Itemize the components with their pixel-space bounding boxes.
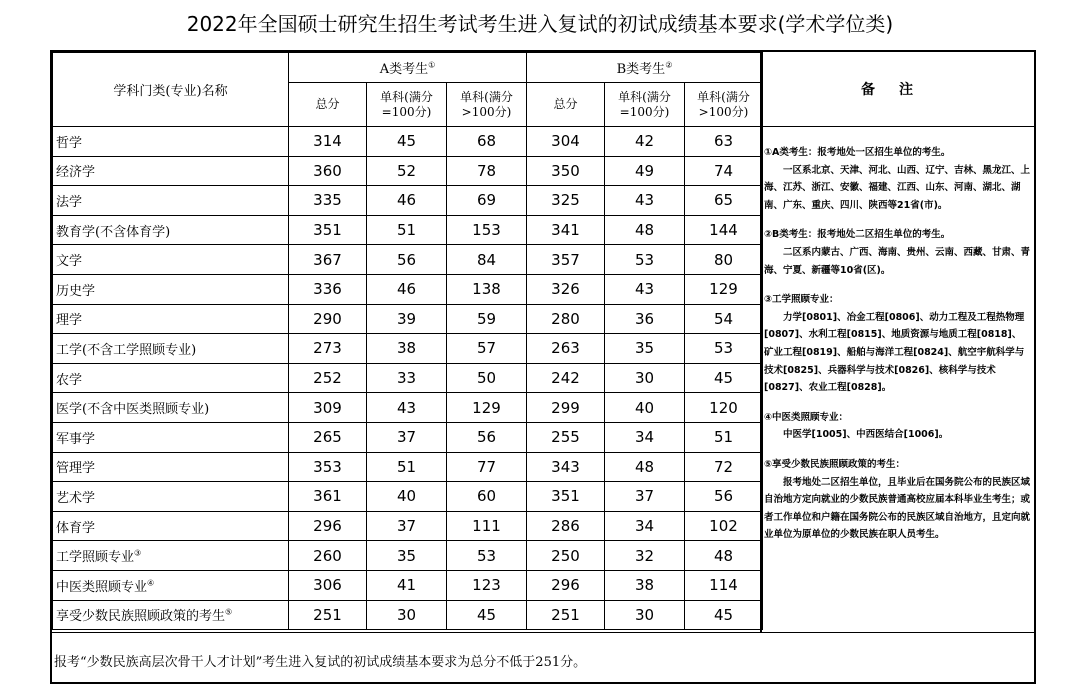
score-cell-b: 32 xyxy=(605,541,685,571)
table-row xyxy=(53,304,763,334)
score-cell-b: 48 xyxy=(685,541,763,571)
remark-item xyxy=(764,144,1030,214)
table-row xyxy=(53,511,763,541)
score-cell-b: 341 xyxy=(527,215,605,245)
score-cell-a: 41 xyxy=(367,570,447,600)
score-cell-b: 35 xyxy=(605,334,685,364)
score-table-frame xyxy=(50,50,1036,684)
score-cell-a: 45 xyxy=(367,127,447,157)
score-cell-a: 351 xyxy=(289,215,367,245)
remark-item xyxy=(764,456,1030,544)
table-row xyxy=(53,452,763,482)
group-b-header: B类考生② xyxy=(527,53,763,83)
remarks-body xyxy=(764,144,1030,556)
score-cell-b: 56 xyxy=(685,482,763,512)
score-cell-a: 37 xyxy=(367,511,447,541)
subject-cell: 工学照顾专业③ xyxy=(53,541,289,571)
remark-text: 报考地处二区招生单位，且毕业后在国务院公布的民族区域自治地方定向就业的少数民族普通高校应届本科毕业生考生；或者工作单位和户籍在国务院公布的民族区域自治地方，且定向就业单位为原单位的少数民族在职人员考生。 xyxy=(764,476,1031,541)
score-cell-b: 326 xyxy=(527,274,605,304)
score-cell-b: 144 xyxy=(685,215,763,245)
score-cell-a: 78 xyxy=(447,156,527,186)
score-cell-b: 351 xyxy=(527,482,605,512)
score-cell-a: 46 xyxy=(367,186,447,216)
remark-item xyxy=(764,226,1030,279)
score-cell-a: 123 xyxy=(447,570,527,600)
score-cell-a: 153 xyxy=(447,215,527,245)
subject-cell: 军事学 xyxy=(53,422,289,452)
remark-text: 一区系北京、天津、河北、山西、辽宁、吉林、黑龙江、上海、江苏、浙江、安徽、福建、江西、山东、河南、湖北、湖南、广东、重庆、四川、陕西等21省(市)。 xyxy=(764,164,1031,211)
remark-title: ④中医类照顾专业： xyxy=(764,411,849,423)
score-cell-a: 56 xyxy=(447,422,527,452)
score-cell-b: 80 xyxy=(685,245,763,275)
score-cell-a: 38 xyxy=(367,334,447,364)
subject-cell: 体育学 xyxy=(53,511,289,541)
score-cell-a: 45 xyxy=(447,600,527,630)
table-row xyxy=(53,245,763,275)
score-cell-b: 65 xyxy=(685,186,763,216)
table-row xyxy=(53,422,763,452)
score-cell-b: 343 xyxy=(527,452,605,482)
score-cell-b: 53 xyxy=(685,334,763,364)
table-row xyxy=(53,156,763,186)
table-row xyxy=(53,127,763,157)
score-cell-b: 43 xyxy=(605,274,685,304)
score-cell-b: 242 xyxy=(527,363,605,393)
score-cell-a: 77 xyxy=(447,452,527,482)
score-cell-a: 43 xyxy=(367,393,447,423)
score-cell-a: 361 xyxy=(289,482,367,512)
subject-cell: 医学(不含中医类照顾专业) xyxy=(53,393,289,423)
subject-cell: 农学 xyxy=(53,363,289,393)
score-cell-a: 306 xyxy=(289,570,367,600)
b-total-header: 总分 xyxy=(527,83,605,127)
remark-title: ⑤享受少数民族照顾政策的考生： xyxy=(764,458,906,470)
table-row xyxy=(53,186,763,216)
remarks-panel xyxy=(762,52,1036,632)
subject-cell: 理学 xyxy=(53,304,289,334)
a-single-100-header: 单科(满分=100分) xyxy=(367,83,447,127)
remark-title: ①A类考生：报考地处一区招生单位的考生。 xyxy=(764,147,951,158)
score-cell-b: 263 xyxy=(527,334,605,364)
score-cell-a: 30 xyxy=(367,600,447,630)
score-table xyxy=(52,52,763,630)
table-row xyxy=(53,570,763,600)
score-cell-a: 367 xyxy=(289,245,367,275)
score-cell-b: 30 xyxy=(605,363,685,393)
score-cell-a: 56 xyxy=(367,245,447,275)
remark-item xyxy=(764,409,1030,444)
score-cell-b: 114 xyxy=(685,570,763,600)
score-cell-a: 336 xyxy=(289,274,367,304)
score-cell-a: 129 xyxy=(447,393,527,423)
subject-cell: 享受少数民族照顾政策的考生⑤ xyxy=(53,600,289,630)
score-cell-a: 68 xyxy=(447,127,527,157)
table-row xyxy=(53,363,763,393)
score-cell-b: 280 xyxy=(527,304,605,334)
score-cell-a: 57 xyxy=(447,334,527,364)
remarks-header: 备注 xyxy=(762,52,1036,127)
score-cell-a: 273 xyxy=(289,334,367,364)
score-cell-a: 53 xyxy=(447,541,527,571)
score-cell-a: 33 xyxy=(367,363,447,393)
remark-text: 二区系内蒙古、广西、海南、贵州、云南、西藏、甘肃、青海、宁夏、新疆等10省(区)。 xyxy=(764,246,1031,276)
score-cell-a: 52 xyxy=(367,156,447,186)
score-cell-b: 34 xyxy=(605,422,685,452)
remark-title: ②B类考生：报考地处二区招生单位的考生。 xyxy=(764,229,951,241)
score-cell-a: 60 xyxy=(447,482,527,512)
score-cell-b: 53 xyxy=(605,245,685,275)
score-cell-a: 84 xyxy=(447,245,527,275)
score-cell-a: 37 xyxy=(367,422,447,452)
score-cell-a: 260 xyxy=(289,541,367,571)
score-cell-b: 304 xyxy=(527,127,605,157)
score-cell-a: 111 xyxy=(447,511,527,541)
remark-title: ③工学照顾专业： xyxy=(764,294,839,306)
score-cell-a: 252 xyxy=(289,363,367,393)
subject-cell: 哲学 xyxy=(53,127,289,157)
score-cell-b: 48 xyxy=(605,215,685,245)
score-cell-a: 40 xyxy=(367,482,447,512)
score-cell-b: 30 xyxy=(605,600,685,630)
table-row xyxy=(53,334,763,364)
score-cell-b: 63 xyxy=(685,127,763,157)
score-cell-a: 51 xyxy=(367,215,447,245)
score-cell-b: 45 xyxy=(685,363,763,393)
score-cell-a: 296 xyxy=(289,511,367,541)
score-cell-b: 357 xyxy=(527,245,605,275)
subject-cell: 教育学(不含体育学) xyxy=(53,215,289,245)
page-title: 2022年全国硕士研究生招生考试考生进入复试的初试成绩基本要求(学术学位类) xyxy=(186,12,894,36)
remark-text: 力学[0801]、冶金工程[0806]、动力工程及工程热物理[0807]、水利工程[0815]、地质资源与地质工程[0818]、矿业工程[0819]、船舶与海洋工程[0824]、航空宇航科学与技术[0825]、兵器科学与技术[0826]、核科学与技术[0827]、农业工程[0828]。 xyxy=(764,311,1025,394)
score-cell-a: 290 xyxy=(289,304,367,334)
subject-cell: 法学 xyxy=(53,186,289,216)
score-cell-a: 51 xyxy=(367,452,447,482)
subject-cell: 历史学 xyxy=(53,274,289,304)
subject-cell: 管理学 xyxy=(53,452,289,482)
score-cell-b: 325 xyxy=(527,186,605,216)
table-row xyxy=(53,600,763,630)
b-single-100-header: 单科(满分=100分) xyxy=(605,83,685,127)
score-cell-b: 129 xyxy=(685,274,763,304)
score-cell-b: 350 xyxy=(527,156,605,186)
score-cell-b: 45 xyxy=(685,600,763,630)
score-cell-b: 102 xyxy=(685,511,763,541)
score-cell-b: 54 xyxy=(685,304,763,334)
score-rows xyxy=(53,127,763,630)
score-cell-a: 50 xyxy=(447,363,527,393)
b-single-gt100-header: 单科(满分>100分) xyxy=(685,83,763,127)
score-cell-b: 36 xyxy=(605,304,685,334)
subject-cell: 经济学 xyxy=(53,156,289,186)
subject-cell: 中医类照顾专业④ xyxy=(53,570,289,600)
score-cell-b: 34 xyxy=(605,511,685,541)
score-cell-a: 335 xyxy=(289,186,367,216)
score-cell-a: 35 xyxy=(367,541,447,571)
score-cell-b: 251 xyxy=(527,600,605,630)
score-cell-b: 286 xyxy=(527,511,605,541)
score-cell-a: 46 xyxy=(367,274,447,304)
score-cell-b: 72 xyxy=(685,452,763,482)
subject-cell: 文学 xyxy=(53,245,289,275)
score-cell-b: 255 xyxy=(527,422,605,452)
score-cell-b: 120 xyxy=(685,393,763,423)
score-cell-b: 296 xyxy=(527,570,605,600)
score-cell-a: 69 xyxy=(447,186,527,216)
remark-item xyxy=(764,291,1030,397)
a-total-header: 总分 xyxy=(289,83,367,127)
score-cell-a: 353 xyxy=(289,452,367,482)
score-cell-a: 314 xyxy=(289,127,367,157)
score-cell-b: 48 xyxy=(605,452,685,482)
subject-column-header: 学科门类(专业)名称 xyxy=(53,53,289,127)
table-row xyxy=(53,274,763,304)
remark-text: 中医学[1005]、中西医结合[1006]。 xyxy=(783,429,949,441)
score-cell-b: 40 xyxy=(605,393,685,423)
score-cell-a: 360 xyxy=(289,156,367,186)
table-row xyxy=(53,482,763,512)
score-cell-b: 51 xyxy=(685,422,763,452)
score-cell-a: 309 xyxy=(289,393,367,423)
score-cell-b: 49 xyxy=(605,156,685,186)
score-cell-a: 265 xyxy=(289,422,367,452)
score-cell-a: 39 xyxy=(367,304,447,334)
table-row xyxy=(53,393,763,423)
subject-cell: 艺术学 xyxy=(53,482,289,512)
footer-note: 报考“少数民族高层次骨干人才计划”考生进入复试的初试成绩基本要求为总分不低于251分。 xyxy=(52,632,1034,682)
score-cell-a: 138 xyxy=(447,274,527,304)
score-cell-a: 59 xyxy=(447,304,527,334)
score-cell-b: 299 xyxy=(527,393,605,423)
score-cell-b: 74 xyxy=(685,156,763,186)
subject-cell: 工学(不含工学照顾专业) xyxy=(53,334,289,364)
score-cell-b: 43 xyxy=(605,186,685,216)
group-a-header: A类考生① xyxy=(289,53,527,83)
table-row xyxy=(53,541,763,571)
score-cell-b: 37 xyxy=(605,482,685,512)
score-cell-b: 38 xyxy=(605,570,685,600)
table-row xyxy=(53,215,763,245)
score-cell-b: 42 xyxy=(605,127,685,157)
a-single-gt100-header: 单科(满分>100分) xyxy=(447,83,527,127)
score-cell-b: 250 xyxy=(527,541,605,571)
score-cell-a: 251 xyxy=(289,600,367,630)
